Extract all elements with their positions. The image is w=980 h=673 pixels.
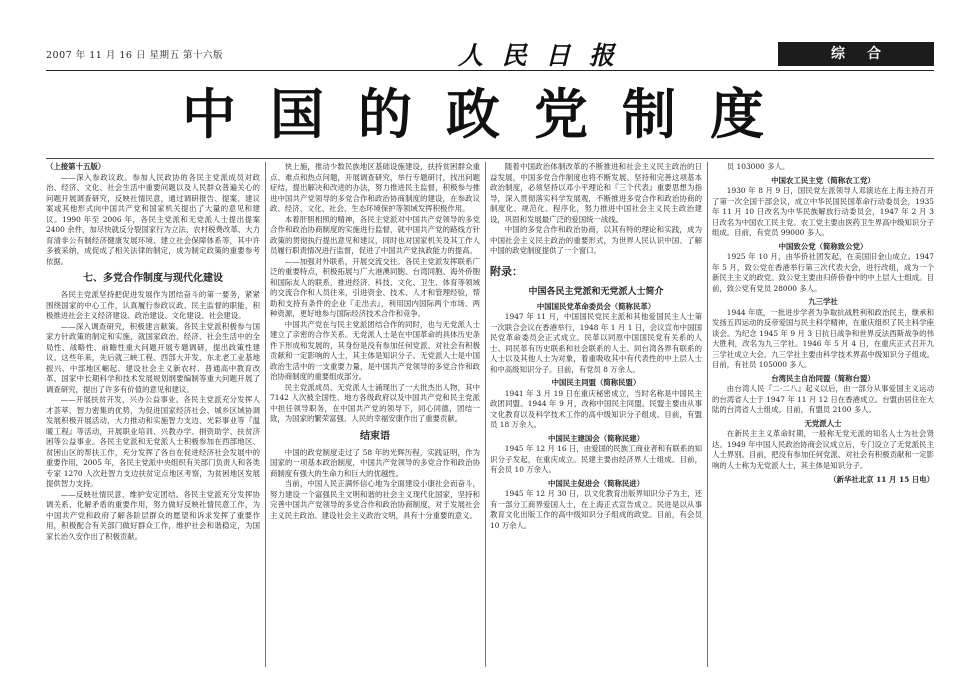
article-column-3 [490,162,702,667]
paragraph: 民主党派成员、无党派人士涌现出了一大批杰出人物，其中 7142 人次被全国性、地方各级政府以及中国共产党和民主党派中担任领导职务，在中国共产党的领导下，同心同德，团结一致，为国家的繁荣富强、人民的幸福安康作出了重要贡献。 [270,382,480,423]
party-heading: 中国农工民主党（简称农工党） [771,175,875,185]
page-headline: 中国的政党制度 [182,83,798,146]
party-heading: 中国民主促进会（简称民进） [547,478,645,488]
paper-name: 人 民 日 报 [458,41,620,70]
paragraph: 1947 年 11 月，中国国民党民主派和其他爱国民主人士第一次联合会议在香港举行，1948 年 1 月 1 日，会议宣布中国国民党革命委员会正式成立。民革以同原中国国民党有关系的人士、同民革有历史联系和社会联系的人士、同台湾各界有联系的人士以及其他人士为对象，着重吸收其中有代表性的中上层人士和中高级知识分子。目前，有党员 8 万余人。 [490,312,702,374]
paragraph: 随着中国政治体制改革的不断推进和社会主义民主政治的日益发展，中国多党合作制度也将不断发展、坚持和完善这项基本政治制度，必须坚持以邓小平理论和『三个代表』重要思想为指导，深入贯彻落实科学发展观，不断推进多党合作和政治协商的制度化、规范化、程序化，努力推进中国社会主义民主政治建设，巩固和发展最广泛的爱国统一战线。 [490,162,702,224]
top-rule [46,70,934,71]
party-heading: 中国民主建国会（简称民建） [547,433,645,443]
paragraph: ——深入调查研究，积极建言献策。各民主党派积极参与国家方针政策的制定和实施，就国家政治、经济、社会生活中的全局性、战略性、前瞻性重大问题开展专题调研，提出政策性建议。这些年来，先后就三峡工程、西部大开发、东北老工业基地振兴、中部地区崛起、建设社会主义新农村、普通高中教育改革、国家中长期科学和技术发展规划纲要编制等重大问题开展了调查研究，提出了许多有价值的意见和建议。 [46,321,260,394]
paragraph: 各民主党派坚持把促进发展作为团结奋斗的第一要务，紧紧围绕国家的中心工作，认真履行参政议政、民主监督的职能，积极推进社会主义经济建设、政治建设、文化建设、社会建设。 [46,290,260,320]
section-heading: 结束语 [360,430,390,442]
party-heading: 台湾民主自治同盟（简称台盟） [771,373,875,383]
party-heading: 无党派人士 [804,418,842,428]
dateline: 2007 年 11 月 16 日 星期五 第十六版 [46,50,223,61]
article-column-1 [46,162,260,667]
paragraph: 本着肝胆相照的精神，各民主党派对中国共产党领导的多党合作和政治协商制度的实施进行监督，就中国共产党的路线方针政策的贯彻执行提出意见和建议，同时也对国家机关及其工作人员履行职责情况进行监督，促进了中国共产党执政能力的提高。 [270,214,480,255]
section-tag: 综合 [778,42,934,66]
column-divider [265,162,266,667]
paragraph: 中国共产党在与民主党派团结合作的同时，也与无党派人士建立了亲密的合作关系。无党派人士是在中国革命的具体历史条件下形成和发展的，其身份是没有参加任何党派、对社会有积极贡献和一定影响的人士，其主体是知识分子。无党派人士是中国政治生活中的一支重要力量，是中国共产党领导的多党合作和政治协商制度的重要组成部分。 [270,319,480,381]
column-divider [485,162,486,667]
paragraph: 员 103000 多人。 [726,162,790,171]
headline-rule [46,158,934,159]
paragraph: ——加强对外联系，开展交流交往。各民主党派发挥联系广泛的重要特点，积极拓展与广大港澳同胞、台湾同胞、海外侨胞和国际友人的联系，推进经济、科技、文化、卫生、体育等领域的交流合作和人员往来，引进资金、技术、人才和管理经验，帮助和支持有条件的企业『走出去』，利用国内国际两个市场、两种资源，更好地参与国际经济技术合作和竞争。 [270,256,480,318]
paragraph: ——开展扶贫开发，兴办公益事业。各民主党派充分发挥人才荟萃、智力密集的优势，为促进国家经济社会、城乡区域协调发展积极开展活动，大力推动和实施智力支边、光彩事业等『温暖工程』等活动，开展职业培训、兴教办学、捐资助学、扶贫济困等公益事业。各民主党派和无党派人士积极参加在西部地区、贫困山区的帮扶工作，充分发挥了各自在促进经济社会发展中的重要作用，2005 年，各民主党派中央组织有关部门负责人和各类专家 1270 人次赴智力支边扶贫定点地区考察，为贫困地区发展提供智力支持。 [46,395,260,488]
paragraph: 当前，中国人民正满怀信心地为全面建设小康社会而奋斗，努力建设一个富强民主文明和谐的社会主义现代化国家，坚持和完善中国共产党领导的多党合作和政治协商制度，对于发展社会主义民主政治、建设社会主义政治文明，具有十分重要的意义。 [270,479,480,520]
party-heading: 九三学社 [808,297,838,306]
paragraph: 1925 年 10 月，由华侨社团发起，在美国旧金山成立。1947 年 5 月，致公党在香港举行第三次代表大会，进行改组，成为一个新民主主义的政党。致公党主要由归侨侨眷中的中上层人士组成。目前，致公党有党员 28000 多人。 [712,252,934,293]
paragraph: 1945 年 12 月 16 日，由爱国的民族工商业者和有联系的知识分子发起，在重庆成立。民建主要由经济界人士组成。目前，有会员 10 万余人。 [490,444,702,474]
paragraph: 中国的政党制度走过了 58 年的光辉历程，实践证明，作为国家的一项基本政治制度，中国共产党领导的多党合作和政治协商制度有强大的生命力和巨大的优越性。 [270,447,480,478]
appendix-heading: 附录： [490,264,523,278]
party-heading: 中国民主同盟（简称民盟） [551,378,641,387]
paragraph: 快上施，推动少数民族地区基础设施建设，扶持贫困群众重点、难点和热点问题，开展调查研究，举行专题研讨，找出问题症结，提出解决和改进的办法，努力推进民主监督，积极参与推进中国共产党领导的多党合作和政治协商制度的建设，在参政议政、经济、文化、社会、生态环境保护等领域发挥积极作用。 [270,162,480,213]
party-heading: 中国致公党（简称致公党） [778,241,868,251]
paragraph: ——反映社情民意，维护安定团结。各民主党派充分发挥协调关系、化解矛盾的重要作用，努力做好反映社情民意工作，为中国共产党和政府了解各阶层群众的愿望和诉求发挥了重要作用，积极配合有关部门做好群众工作，维护社会和谐稳定，为国家长治久安作出了积极贡献。 [46,489,260,541]
paragraph: 由台湾人民『二·二八』起义以后，由一部分从事爱国主义运动的台湾省人士于 1947 年 11 月 12 日在香港成立。台盟由居住在大陆的台湾省人士组成。目前，有盟员 2100 多人。 [712,384,934,414]
paragraph: 1941 年 3 月 19 日在重庆秘密成立，当时名称是中国民主政团同盟。1944 年 9 月，改称中国民主同盟。民盟主要由从事文化教育以及科学技术工作的高中级知识分子组成。目前，有盟员 18 万余人。 [490,388,702,429]
party-heading: 中国国民党革命委员会（简称民革） [536,301,656,311]
article-column-4 [712,162,934,667]
article-column-2 [270,162,480,667]
paragraph: 在新民主主义革命时期，一般称无党无派的知名人士为社会贤达。1949 年中国人民政治协商会议成立后，专门设立了无党派民主人士界别。目前，把没有参加任何党派、对社会有积极贡献和一定影响的人士称为无党派人士，其主体是知识分子。 [712,429,934,470]
paragraph: ——深入参政议政。参加人民政协的各民主党派成员对政治、经济、文化、社会生活中重要问题以及人民群众普遍关心的问题开展调查研究，反映社情民意，通过调研报告、提案、建议案或其他形式向中国共产党和国家机关提出了大量的意见和建议。1990 年至 2006 年，各民主党派和无党派人士提出提案 2400 余件，加尽快就反分裂国家行为立法、农村税费改革、大力育清非公有制经济健康发展环境、建立社会保障体系等，其中许多被采纳，成促成了相关法律的制定，成为制定政策的重要参考依据。 [46,172,260,266]
paragraph: 1930 年 8 月 9 日，国民党左派领导人邓演达在上海主持召开了第一次全国干部会议，成立中华民国民国革命行动委员会，1935 年 11 月 10 日改名为中华民族解放行动委员会，1947 年 2 月 3 日改名为中国农工民主党。农工党主要由医药卫生界高中级知识分子组成。目前，有党员 99000 多人。 [712,186,934,237]
paragraph: 1945 年 12 月 30 日，以文化教育出版界知识分子为主，还有一部分工商界爱国人士，在上海正式宣告成立。民进是以从事教育文化出版工作的高中级知识分子组成的政党。目前，有会员 10 万余人。 [490,489,702,530]
masthead [0,0,980,72]
section-heading: 七、多党合作制度与现代化建设 [83,273,223,284]
column-divider [707,162,708,667]
paragraph: 中国的多党合作和政治协商，以其有特的理论和实践，成为中国社会主义民主政治的重要形式，为世界人民认识中国、了解中国的政党制度提供了一个窗口。 [490,225,702,255]
paragraph: 1944 年底，一批进步学者为争取抗战胜利和政治民主，继承和发扬五四运动的反帝爱国与民主科学精神，在重庆组织了民主科学座谈会。为纪念 1945 年 9 月 3 日抗日战争和世界反法西斯战争的伟大胜利，改名为九三学社。1946 年 5 月 4 日，在重庆正式召开九三学社成立大会。九三学社主要由科学技术界高中级知识分子组成。目前，有社员 105000 多人。 [712,307,934,369]
dispatch-signoff: （新华社北京 11 月 15 日电） [829,475,934,484]
continued-note: （上接第十五版） [46,162,106,171]
appendix-title: 中国各民主党派和无党派人士简介 [528,286,664,297]
